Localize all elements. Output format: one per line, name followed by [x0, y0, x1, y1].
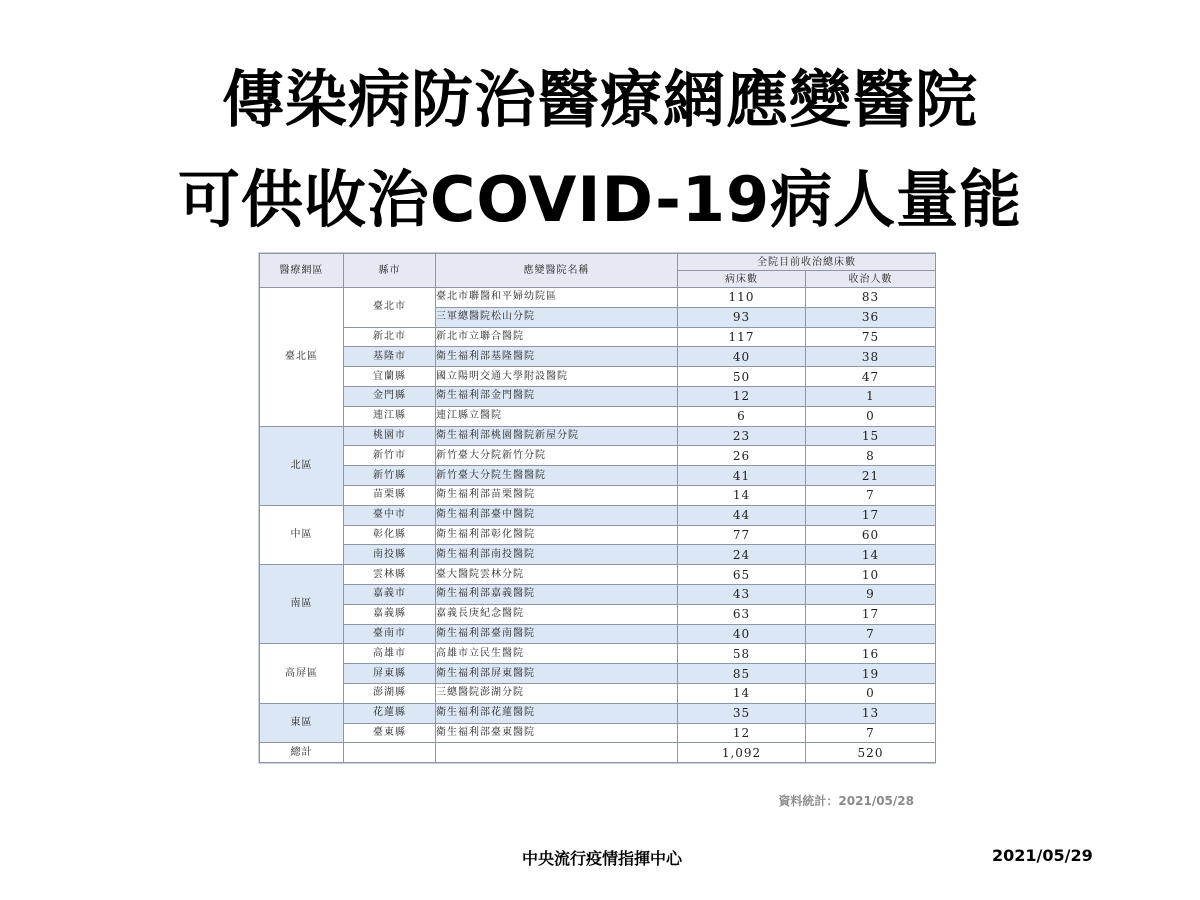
table-body [260, 288, 936, 763]
hospital-name-cell: 新北市立聯合醫院 [436, 327, 678, 347]
total-beds-cell: 1,092 [678, 743, 806, 763]
beds-cell: 58 [678, 644, 806, 664]
table-row [260, 367, 936, 387]
hospital-name-cell: 臺北市聯醫和平婦幼院區 [436, 288, 678, 308]
county-cell: 新竹縣 [344, 466, 436, 486]
table-row [260, 703, 936, 723]
footer-organization: 中央流行疫情指揮中心 [522, 849, 683, 868]
hospital-name-cell: 衛生福利部苗栗醫院 [436, 485, 678, 505]
table-row [260, 624, 936, 644]
county-cell: 嘉義市 [344, 584, 436, 604]
patients-cell: 14 [806, 545, 936, 565]
patients-cell: 0 [806, 406, 936, 426]
table-row [260, 347, 936, 367]
patients-cell: 10 [806, 565, 936, 585]
county-cell: 南投縣 [344, 545, 436, 565]
hospital-name-cell: 衛生福利部基隆醫院 [436, 347, 678, 367]
header-beds: 病床數 [678, 271, 806, 288]
county-cell: 臺北市 [344, 288, 436, 328]
patients-cell: 83 [806, 288, 936, 308]
beds-cell: 110 [678, 288, 806, 308]
county-cell: 基隆市 [344, 347, 436, 367]
patients-cell: 38 [806, 347, 936, 367]
beds-cell: 40 [678, 624, 806, 644]
hospital-name-cell: 新竹臺大分院新竹分院 [436, 446, 678, 466]
hospital-name-cell: 衛生福利部臺東醫院 [436, 723, 678, 743]
table-row [260, 525, 936, 545]
beds-cell: 41 [678, 466, 806, 486]
region-cell: 東區 [260, 703, 344, 743]
table-row [260, 446, 936, 466]
empty-cell [436, 743, 678, 763]
beds-cell: 85 [678, 664, 806, 684]
region-cell: 中區 [260, 505, 344, 564]
header-group-total-beds: 全院目前收治總床數 [678, 254, 936, 271]
patients-cell: 0 [806, 683, 936, 703]
table-row [260, 644, 936, 664]
hospital-name-cell: 衛生福利部南投醫院 [436, 545, 678, 565]
hospital-name-cell: 新竹臺大分院生醫醫院 [436, 466, 678, 486]
patients-cell: 36 [806, 307, 936, 327]
beds-cell: 63 [678, 604, 806, 624]
table-row [260, 406, 936, 426]
patients-cell: 8 [806, 446, 936, 466]
region-cell: 南區 [260, 565, 344, 644]
region-cell: 高屏區 [260, 644, 344, 703]
beds-cell: 24 [678, 545, 806, 565]
beds-cell: 40 [678, 347, 806, 367]
hospital-name-cell: 高雄市立民生醫院 [436, 644, 678, 664]
patients-cell: 17 [806, 505, 936, 525]
patients-cell: 16 [806, 644, 936, 664]
patients-cell: 21 [806, 466, 936, 486]
total-patients-cell: 520 [806, 743, 936, 763]
beds-cell: 65 [678, 565, 806, 585]
region-cell: 北區 [260, 426, 344, 505]
header-region: 醫療網區 [260, 254, 344, 288]
patients-cell: 47 [806, 367, 936, 387]
region-cell: 臺北區 [260, 288, 344, 427]
beds-cell: 50 [678, 367, 806, 387]
table-row [260, 327, 936, 347]
table-row [260, 466, 936, 486]
empty-cell [344, 743, 436, 763]
hospital-name-cell: 三總醫院澎湖分院 [436, 683, 678, 703]
county-cell: 桃園市 [344, 426, 436, 446]
county-cell: 嘉義縣 [344, 604, 436, 624]
county-cell: 苗栗縣 [344, 485, 436, 505]
hospital-name-cell: 衛生福利部花蓮醫院 [436, 703, 678, 723]
hospital-name-cell: 衛生福利部嘉義醫院 [436, 584, 678, 604]
hospital-name-cell: 國立陽明交通大學附設醫院 [436, 367, 678, 387]
total-label-cell: 總計 [260, 743, 344, 763]
county-cell: 高雄市 [344, 644, 436, 664]
hospital-name-cell: 衛生福利部彰化醫院 [436, 525, 678, 545]
beds-cell: 43 [678, 584, 806, 604]
header-patients: 收治人數 [806, 271, 936, 288]
table-total-row [260, 743, 936, 763]
hospital-capacity-table [259, 253, 936, 763]
table-row [260, 505, 936, 525]
table-row [260, 604, 936, 624]
slide-title-line-1: 傳染病防治醫療網應變醫院 [221, 63, 978, 136]
patients-cell: 1 [806, 386, 936, 406]
county-cell: 彰化縣 [344, 525, 436, 545]
table-row [260, 485, 936, 505]
table-row [260, 426, 936, 446]
beds-cell: 35 [678, 703, 806, 723]
county-cell: 花蓮縣 [344, 703, 436, 723]
beds-cell: 6 [678, 406, 806, 426]
beds-cell: 14 [678, 683, 806, 703]
patients-cell: 7 [806, 723, 936, 743]
patients-cell: 9 [806, 584, 936, 604]
hospital-name-cell: 臺大醫院雲林分院 [436, 565, 678, 585]
beds-cell: 44 [678, 505, 806, 525]
county-cell: 連江縣 [344, 406, 436, 426]
patients-cell: 7 [806, 624, 936, 644]
county-cell: 臺南市 [344, 624, 436, 644]
hospital-name-cell: 衛生福利部金門醫院 [436, 386, 678, 406]
county-cell: 新北市 [344, 327, 436, 347]
county-cell: 臺東縣 [344, 723, 436, 743]
hospital-name-cell: 衛生福利部屏東醫院 [436, 664, 678, 684]
beds-cell: 12 [678, 723, 806, 743]
table-row [260, 664, 936, 684]
hospital-name-cell: 衛生福利部臺南醫院 [436, 624, 678, 644]
county-cell: 澎湖縣 [344, 683, 436, 703]
header-hospital: 應變醫院名稱 [436, 254, 678, 288]
table-row [260, 723, 936, 743]
hospital-name-cell: 衛生福利部臺中醫院 [436, 505, 678, 525]
table-row [260, 386, 936, 406]
beds-cell: 14 [678, 485, 806, 505]
county-cell: 屏東縣 [344, 664, 436, 684]
header-county: 縣市 [344, 254, 436, 288]
table-row [260, 584, 936, 604]
beds-cell: 12 [678, 386, 806, 406]
hospital-capacity-table-container [258, 252, 936, 764]
county-cell: 宜蘭縣 [344, 367, 436, 387]
beds-cell: 117 [678, 327, 806, 347]
table-row [260, 545, 936, 565]
table-row [260, 288, 936, 308]
hospital-name-cell: 連江縣立醫院 [436, 406, 678, 426]
county-cell: 金門縣 [344, 386, 436, 406]
table-row [260, 565, 936, 585]
county-cell: 臺中市 [344, 505, 436, 525]
patients-cell: 7 [806, 485, 936, 505]
hospital-name-cell: 三軍總醫院松山分院 [436, 307, 678, 327]
patients-cell: 13 [806, 703, 936, 723]
county-cell: 新竹市 [344, 446, 436, 466]
hospital-name-cell: 衛生福利部桃園醫院新屋分院 [436, 426, 678, 446]
data-source-note: 資料統計：2021/05/28 [778, 794, 914, 808]
patients-cell: 60 [806, 525, 936, 545]
patients-cell: 17 [806, 604, 936, 624]
beds-cell: 26 [678, 446, 806, 466]
beds-cell: 93 [678, 307, 806, 327]
patients-cell: 15 [806, 426, 936, 446]
footer-date: 2021/05/29 [992, 846, 1093, 865]
hospital-name-cell: 嘉義長庚紀念醫院 [436, 604, 678, 624]
beds-cell: 77 [678, 525, 806, 545]
table-row [260, 683, 936, 703]
patients-cell: 19 [806, 664, 936, 684]
beds-cell: 23 [678, 426, 806, 446]
patients-cell: 75 [806, 327, 936, 347]
county-cell: 雲林縣 [344, 565, 436, 585]
slide-title-line-2: 可供收治COVID-19病人量能 [177, 163, 1023, 236]
